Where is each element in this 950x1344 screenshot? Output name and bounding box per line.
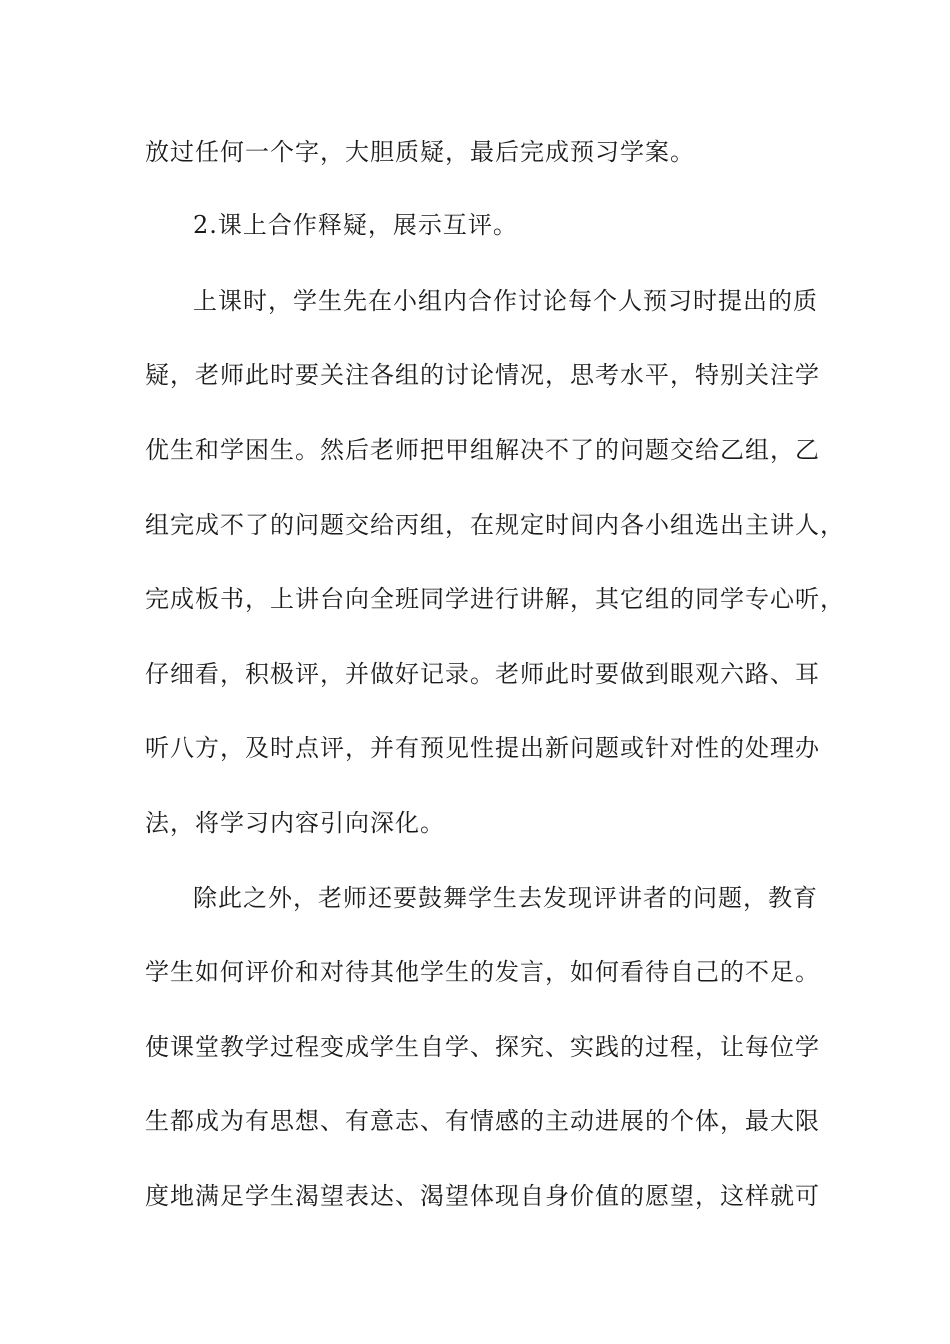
text-line-1: 放过任何一个字，大胆质疑，最后完成预习学案。 [145, 138, 695, 166]
text-line-4: 疑，老师此时要关注各组的讨论情况，思考水平，特别关注学 [145, 361, 820, 389]
text-line-10: 法，将学习内容引向深化。 [145, 809, 445, 837]
text-line-8: 仔细看，积极评，并做好记录。老师此时要做到眼观六路、耳 [145, 660, 820, 688]
section-heading: 2.课上合作释疑，展示互评。 [193, 211, 518, 239]
text-line-13: 使课堂教学过程变成学生自学、探究、实践的过程，让每位学 [145, 1033, 820, 1061]
text-line-14: 生都成为有思想、有意志、有情感的主动进展的个体，最大限 [145, 1107, 820, 1135]
text-line-12: 学生如何评价和对待其他学生的发言，如何看待自己的不足。 [145, 958, 820, 986]
text-line-9: 听八方，及时点评，并有预见性提出新问题或针对性的处理办 [145, 734, 820, 762]
text-line-15: 度地满足学生渴望表达、渴望体现自身价值的愿望，这样就可 [145, 1182, 820, 1210]
text-line-7: 完成板书，上讲台向全班同学进行讲解，其它组的同学专心听， [145, 585, 845, 613]
text-line-6: 组完成不了的问题交给丙组，在规定时间内各小组选出主讲人， [145, 511, 845, 539]
text-line-3: 上课时，学生先在小组内合作讨论每个人预习时提出的质 [193, 287, 818, 315]
text-line-11: 除此之外，老师还要鼓舞学生去发现评讲者的问题，教育 [193, 884, 818, 912]
text-line-5: 优生和学困生。然后老师把甲组解决不了的问题交给乙组，乙 [145, 436, 820, 464]
